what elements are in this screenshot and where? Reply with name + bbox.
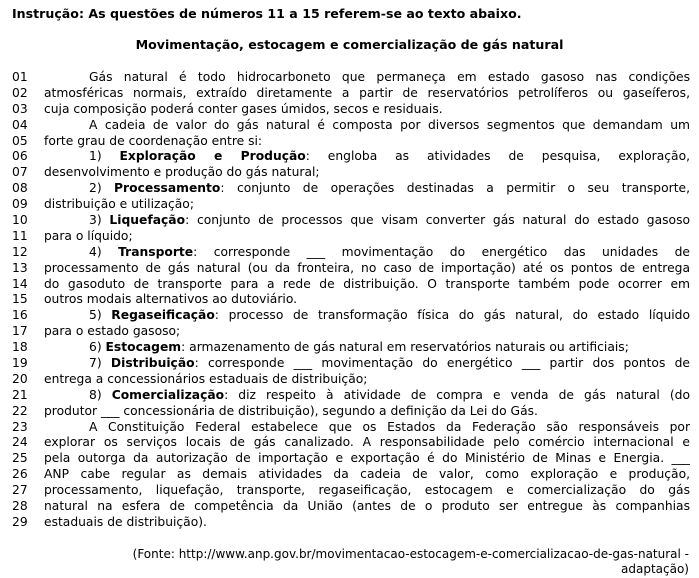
line-text-segment: Gás natural é todo hidrocarboneto que permaneça em estado gasoso nas condições [89, 70, 690, 84]
text-line [0, 499, 699, 515]
bold-term: Processamento [114, 181, 221, 196]
line-text-segment: ANP cabe regular as demais atividades da cadeia de valor, como exploração e produção, [44, 467, 690, 482]
line-text-segment: 1) [89, 149, 120, 164]
text-line [0, 181, 699, 197]
line-text [44, 165, 690, 181]
line-text-segment: 4) [89, 244, 119, 259]
line-number: 23 [12, 419, 28, 434]
line-text-segment: 7) [89, 356, 111, 371]
line-text [44, 86, 690, 102]
line-text-segment: : processo de transformação física do gás natural, do estado líquido [214, 308, 690, 323]
text-line [0, 483, 699, 499]
line-text-segment: natural na esfera de competência da União (antes de o produto ser entregue às companhias [44, 499, 690, 514]
numbered-text-body [0, 70, 699, 531]
text-line [0, 277, 699, 293]
line-text-segment: pela outorga da autorização de importação e exportação é do Ministério de Minas e Energia. ___ [44, 451, 690, 466]
line-text [44, 515, 690, 531]
line-text-segment: estaduais de distribuição). [44, 514, 207, 529]
line-text-segment: distribuição e utilização; [44, 197, 194, 212]
bold-term: Estocagem [105, 340, 182, 355]
line-text [89, 245, 690, 261]
line-number: 26 [12, 467, 28, 482]
line-text-segment: 8) [89, 387, 112, 402]
line-text [44, 499, 690, 515]
line-text-segment: entrega a concessionários estaduais de distribuição; [44, 371, 368, 386]
text-line [0, 308, 699, 324]
bold-term: Transporte [118, 244, 194, 259]
line-text-segment: forte grau de coordenação entre si: [44, 133, 263, 148]
line-text-segment: : diz respeito à atividade de compra e venda de gás natural (do [224, 387, 690, 402]
source-citation: (Fonte: http://www.anp.gov.br/movimentacao-estocagem-e-comercializacao-de-gas-natural - adaptação) [132, 547, 689, 576]
line-number: 03 [12, 101, 28, 116]
line-number: 10 [12, 213, 28, 228]
line-text [44, 483, 690, 499]
line-text [44, 292, 690, 308]
text-line [0, 356, 699, 372]
line-text [44, 229, 690, 245]
line-number: 14 [12, 276, 28, 291]
line-number: 04 [12, 117, 28, 132]
line-text-segment: para o líquido; [44, 228, 133, 243]
line-text [44, 451, 690, 467]
line-text [44, 467, 690, 483]
line-text [44, 134, 690, 150]
text-line [0, 70, 699, 86]
line-text-segment: : conjunto de operações destinadas a permitir o seu transporte, [220, 181, 690, 196]
line-text-segment: : engloba as atividades de pesquisa, exploração, [305, 149, 690, 164]
line-text [89, 340, 690, 356]
line-number: 22 [12, 403, 28, 418]
line-number: 18 [12, 340, 28, 355]
line-number: 20 [12, 371, 28, 386]
text-line [0, 451, 699, 467]
text-line [0, 261, 699, 277]
text-line [0, 165, 699, 181]
line-number: 11 [12, 228, 28, 243]
line-number: 09 [12, 197, 28, 212]
text-line [0, 404, 699, 420]
bold-term: Liquefação [109, 213, 186, 228]
line-text-segment: A Constituição Federal estabelece que os Estados da Federação são responsáveis por [89, 419, 690, 434]
bold-term: Distribuição [110, 356, 195, 371]
line-text [44, 435, 690, 451]
text-line [0, 229, 699, 245]
line-number: 27 [12, 483, 28, 498]
line-number: 15 [12, 292, 28, 307]
line-text-segment: para o estado gasoso; [44, 324, 181, 339]
bold-term: Regaseificação [111, 308, 215, 323]
line-text [89, 420, 690, 436]
line-text [89, 213, 690, 229]
text-line [0, 149, 699, 165]
line-text [44, 324, 690, 340]
line-text [89, 388, 690, 404]
text-line [0, 292, 699, 308]
line-number: 25 [12, 451, 28, 466]
line-number: 16 [12, 308, 28, 323]
text-line [0, 197, 699, 213]
text-line [0, 388, 699, 404]
line-text-segment: : corresponde ___ movimentação do energético das unidades de [193, 244, 690, 259]
text-line [0, 420, 699, 436]
line-number: 06 [12, 149, 28, 164]
line-text-segment: : corresponde ___ movimentação do energético ___ partir dos pontos de [194, 356, 690, 371]
line-text [89, 308, 690, 324]
line-text-segment: 5) [89, 308, 112, 323]
instruction-text: Instrução: As questões de números 11 a 15 referem-se ao texto abaixo. [12, 6, 522, 21]
line-text [44, 261, 690, 277]
text-title: Movimentação, estocagem e comercialização de gás natural [135, 37, 564, 52]
line-text-segment: produtor ___ concessionária de distribuição), segundo a definição da Lei do Gás. [44, 403, 538, 418]
line-text-segment: 2) [89, 181, 115, 196]
line-text-segment: atmosféricas normais, extraído diretamente a partir de reservatórios petrolíferos ou gaseíferos, [44, 85, 690, 100]
line-number: 21 [12, 387, 28, 402]
line-text-segment: 3) [89, 213, 110, 228]
line-text [44, 102, 690, 118]
line-text [89, 356, 690, 372]
text-line [0, 435, 699, 451]
text-line [0, 324, 699, 340]
text-line [0, 213, 699, 229]
line-text-segment: processamento, liquefação, transporte, regaseificação, estocagem e comercialização do gás [44, 483, 690, 498]
line-number: 01 [12, 70, 28, 84]
text-line [0, 340, 699, 356]
line-number: 08 [12, 181, 28, 196]
line-number: 17 [12, 324, 28, 339]
line-text-segment: processamento de gás natural (ou da fronteira, no caso de importação) até os pontos de entrega [44, 260, 690, 275]
line-number: 28 [12, 499, 28, 514]
line-text [44, 197, 690, 213]
line-number: 19 [12, 356, 28, 371]
line-text [44, 277, 690, 293]
line-text [89, 149, 690, 165]
bold-term: Comercialização [111, 387, 225, 402]
text-line [0, 515, 699, 531]
line-text-segment: do gasoduto de transporte para a rede de distribuição. O transporte também pode ocorrer em [44, 276, 690, 291]
line-text [44, 372, 690, 388]
line-number: 29 [12, 514, 28, 529]
line-number: 13 [12, 260, 28, 275]
line-text [89, 70, 690, 86]
text-line [0, 102, 699, 118]
text-line [0, 372, 699, 388]
text-line [0, 245, 699, 261]
line-number: 07 [12, 165, 28, 180]
text-line [0, 467, 699, 483]
line-text [89, 118, 690, 134]
line-text-segment: : conjunto de processos que visam converter gás natural do estado gasoso [185, 213, 690, 228]
line-text-segment: desenvolvimento e produção do gás natural; [44, 165, 320, 180]
text-line [0, 86, 699, 102]
line-number: 02 [12, 85, 28, 100]
line-number: 05 [12, 133, 28, 148]
line-text-segment: explorar os serviços locais de gás canalizado. A responsabilidade pelo comércio internacional e [44, 435, 690, 450]
line-number: 12 [12, 244, 28, 259]
text-line [0, 134, 699, 150]
line-text-segment: : armazenamento de gás natural em reservatórios naturais ou artificiais; [181, 340, 629, 355]
line-text-segment: A cadeia de valor do gás natural é composta por diversos segmentos que demandam um [89, 117, 690, 132]
line-text [44, 404, 690, 420]
line-text-segment: 6) [89, 340, 106, 355]
bold-term: Exploração e Produção [119, 149, 306, 164]
text-line [0, 118, 699, 134]
line-text [89, 181, 690, 197]
line-text-segment: cuja composição poderá conter gases úmidos, secos e residuais. [44, 101, 443, 116]
line-text-segment: outros modais alternativos ao dutoviário. [44, 292, 298, 307]
line-number: 24 [12, 435, 28, 450]
